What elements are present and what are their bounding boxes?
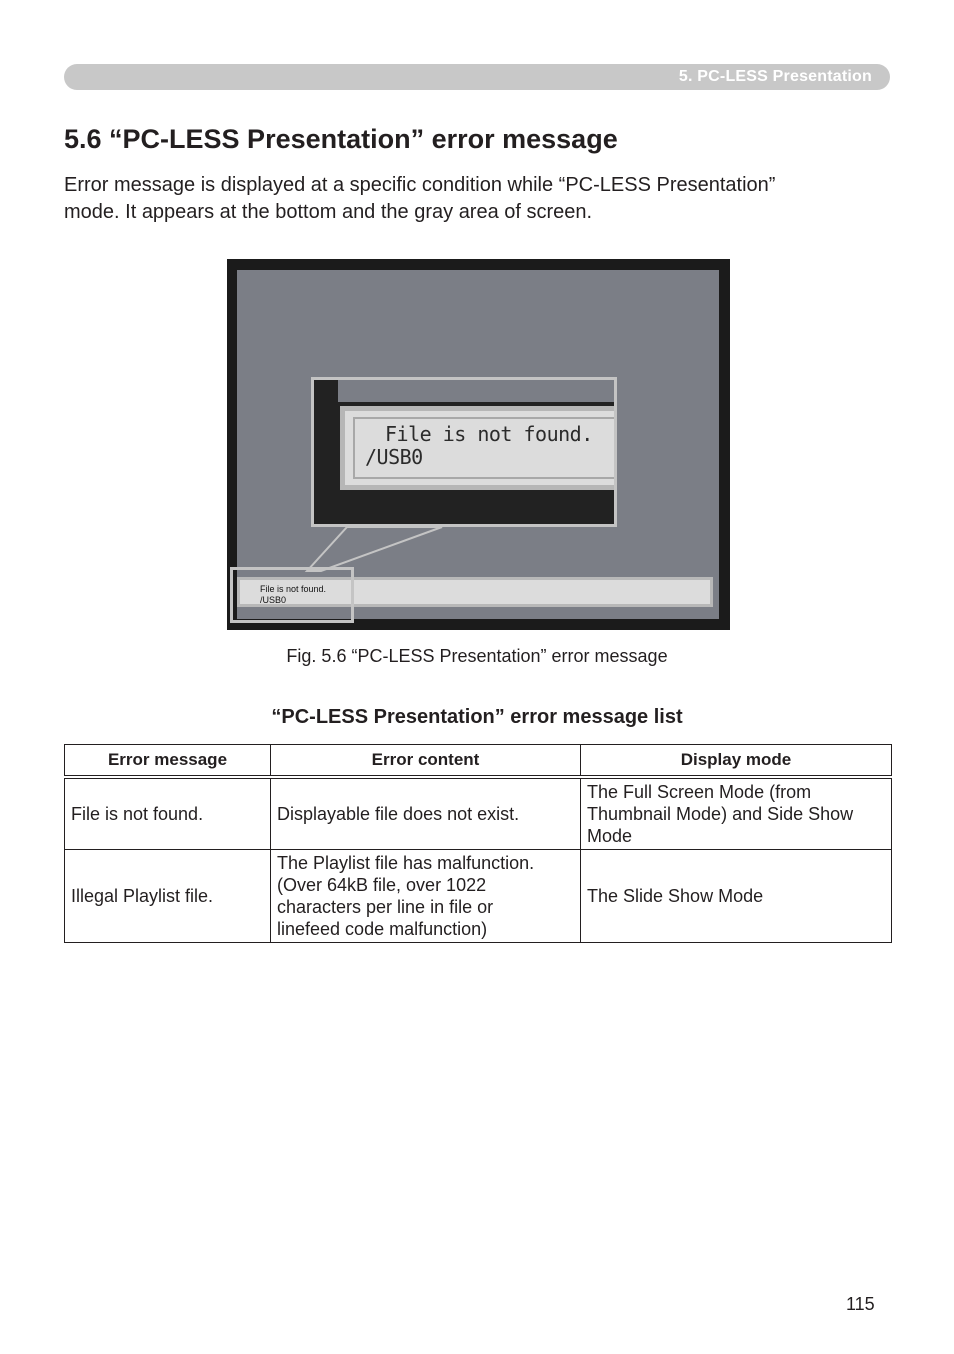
- zoomed-message-line: /USB0: [365, 445, 423, 469]
- cell-line: The Playlist file has malfunction.: [277, 853, 535, 873]
- table-row: [65, 777, 892, 850]
- zoomed-message-line: File is not found.: [385, 422, 593, 446]
- zoomed-error-view: [311, 377, 617, 527]
- zoom-gray-strip: [338, 380, 614, 402]
- error-message-cell: [65, 777, 271, 850]
- page-number: 115: [846, 1294, 875, 1314]
- cell-line: The Slide Show Mode: [587, 886, 764, 906]
- column-header: Display mode: [581, 745, 892, 778]
- table-title: “PC-LESS Presentation” error message list: [271, 706, 683, 728]
- column-header: Error content: [271, 745, 581, 778]
- cell-line: linefeed code malfunction): [277, 919, 488, 939]
- intro-line: mode. It appears at the bottom and the gray area of screen.: [64, 201, 593, 223]
- cell-line: File is not found.: [71, 804, 204, 824]
- cell-line: (Over 64kB file, over 1022: [277, 875, 487, 895]
- error-content-cell: [271, 850, 581, 943]
- error-message-figure: [227, 259, 730, 630]
- error-message-table: [64, 744, 892, 943]
- display-mode-cell: [581, 850, 892, 943]
- section-label: 5. PC-LESS Presentation: [678, 68, 872, 85]
- cell-line: characters per line in file or: [277, 897, 494, 917]
- cell-line: The Full Screen Mode (from: [587, 782, 812, 802]
- bottom-message-text: [260, 584, 326, 606]
- table-row: [65, 850, 892, 943]
- intro-paragraph: [64, 172, 894, 226]
- bottom-message-line: File is not found.: [260, 584, 327, 594]
- page-title: 5.6 “PC-LESS Presentation” error message: [64, 124, 618, 154]
- cell-line: Illegal Playlist file.: [71, 886, 214, 906]
- cell-line: Displayable file does not exist.: [277, 804, 520, 824]
- cell-line: Thumbnail Mode) and Side Show: [587, 804, 854, 824]
- intro-line: Error message is displayed at a specific condition while “PC-LESS Presentation”: [64, 174, 776, 196]
- error-content-cell: [271, 777, 581, 850]
- table-header-row: [65, 745, 892, 778]
- cell-line: Mode: [587, 826, 633, 846]
- display-mode-cell: [581, 777, 892, 850]
- zoomed-message-box: [340, 406, 614, 490]
- column-header: Error message: [65, 745, 271, 778]
- zoomed-message-inner: [353, 417, 614, 479]
- section-header-bar: [64, 64, 890, 90]
- bottom-message-line: /USB0: [260, 595, 287, 605]
- figure-caption: Fig. 5.6 “PC-LESS Presentation” error message: [286, 646, 668, 666]
- error-message-cell: [65, 850, 271, 943]
